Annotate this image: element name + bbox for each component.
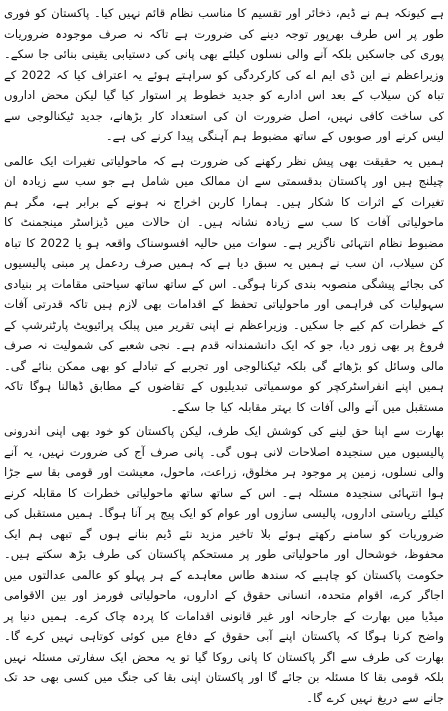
article-paragraph-3: بھارت سے اپنا حق لینے کی کوشش ایک طرف، لیکن پاکستان کو خود بھی اپنی اندرونی پالیسیوں میں سنجیدہ اصلاحات لانی ہوں گی۔ پانی صرف آج کی ضرورت نہیں، یہ آنے والی نسلوں، زمین پر موجود ہر مخلوق، زراعت، ماحول، معیشت اور قومی بقا سے جڑا ہوا انتہائی سنجیدہ مسئلہ ہے۔ اس کے ساتھ ساتھ ماحولیاتی خطرات کا مقابلہ کرنے کیلئے ریاستی اداروں، پالیسی سازوں اور عوام کو ایک پیج پر آنا ہوگا۔ ہمیں مستقبل کی ضروریات کو سامنے رکھتے ہوئے بلا تاخیر مزید نئے ڈیم بنانے ہوں گے تبھی ہم ایک محفوظ، خوشحال اور ماحولیاتی طور پر مستحکم پاکستان کی طرف بڑھ سکتے ہیں۔ حکومت پاکستان کو چاہیے کہ سندھ طاس معاہدے کے ہر پہلو کو عالمی عدالتوں میں اجاگر کرے، اقوام متحدہ، انسانی حقوق کے اداروں، ماحولیاتی فورمز اور بین الاقوامی میڈیا میں بھارت کے جارحانہ اور غیر قانونی اقدامات کا پردہ چاک کرے۔ ہمیں دنیا پر واضح کرنا ہوگا کہ پاکستان اپنے آبی حقوق کے دفاع میں کوئی کوتاہی نہیں کرے گا۔ بھارت کی طرف سے اگر پاکستان کا پانی روکا گیا تو یہ محض ایک سفارتی مسئلہ نہیں بلکہ قومی بقا کا مسئلہ بن جائے گا اور پاکستان اپنی بقا کی جنگ میں کسی بھی حد تک جانے سے دریغ نہیں کرے گا۔ (4, 424, 444, 705)
article-paragraph-1: ہے کیونکہ ہم نے ڈیم، ذخائر اور تقسیم کا مناسب نظام قائم نہیں کیا۔ پاکستان کو فوری طور پر اس طرف بھرپور توجہ دینے کی ضرورت ہے تاکہ نہ صرف موجودہ ضروریات پوری کی جاسکیں بلکہ آنے والی نسلوں کیلئے بھی پانی کی دستیابی یقینی بنائی جا سکے۔ وزیراعظم نے این ڈی ایم اے کی کارکردگی کو سراہتے ہوئے یہ اعتراف کیا کہ 2022 کے تباہ کن سیلاب کے بعد اس ادارے کو جدید خطوط پر استوار کیا گیا لیکن محض اداروں کی ساخت کافی نہیں، اصل ضرورت ان کی استعداد کار بڑھانے، جدید ٹیکنالوجی سے لیس کرنے اور صوبوں کے ساتھ مضبوط ہم آہنگی پیدا کرنے کی ہے۔ (4, 6, 444, 143)
article-paragraph-2: ہمیں یہ حقیقت بھی پیش نظر رکھنے کی ضرورت ہے کہ ماحولیاتی تغیرات ایک عالمی چیلنج ہیں اور پاکستان بدقسمتی سے ان ممالک میں شامل ہے جو سب سے زیادہ ان تغیرات کے اثرات کا شکار ہیں۔ ہمارا کاربن اخراج نہ ہونے کے برابر ہے، مگر ہم ماحولیاتی آفات کا سب سے زیادہ نشانہ ہیں۔ ان حالات میں ڈیزاسٹر مینجمنٹ کا مضبوط نظام انتہائی ناگزیر ہے۔ سوات میں حالیہ افسوسناک واقعہ ہو یا 2022 کا تباہ کن سیلاب، ان سب نے ہمیں یہ سبق دیا ہے کہ ہمیں صرف ردعمل پر مبنی پالیسیوں کی بجائے پیشگی منصوبہ بندی کرنا ہوگی۔ اس کے ساتھ ساتھ سیاحتی مقامات پر بنیادی سہولیات کی فراہمی اور ماحولیاتی تحفظ کے اقدامات بھی لازم ہیں تاکہ قدرتی آفات کے خطرات کم کیے جا سکیں۔ وزیراعظم نے اپنی تقریر میں پبلک پرائیویٹ پارٹنرشپ کے فروغ پر بھی زور دیا، جو کہ ایک دانشمندانہ قدم ہے۔ نجی شعبے کی شمولیت نہ صرف مالی وسائل کو بڑھائے گی بلکہ ٹیکنالوجی اور تجربے کے تبادلے کو بھی ممکن بنائے گی۔ ہمیں اپنے انفراسٹرکچر کو موسمیاتی تبدیلیوں کے تقاضوں کے مطابق ڈھالنا ہوگا تاکہ مستقبل میں آنے والی آفات کا بہتر مقابلہ کیا جا سکے۔ (4, 153, 444, 414)
